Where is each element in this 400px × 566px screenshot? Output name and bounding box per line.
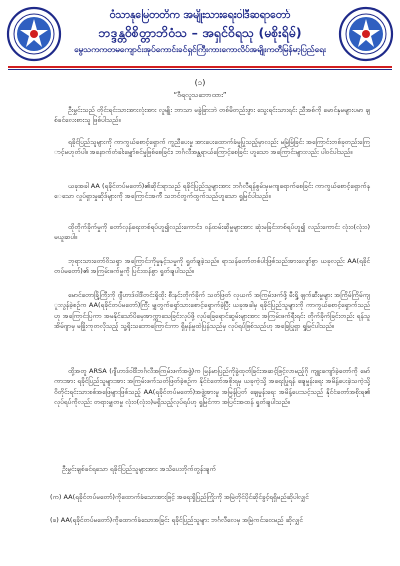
paragraph: ရခိုင်ပြည်သူများကို ကာကွယ်စောင့်ရှောက် ကူညီပေးမှု အားပေးထောက်ခံမှုပြုသည့်မှာလည်း မမြဲမြံခြင်း အကြောင်းတစ်ခုတည်းကြောင့်မဟုတ်ပါ။ အနောက်တံခါးမျှော်စင်မှုဖြစ်စေခြင်း၊ ဘင်္ဂလီအန္တရာယ်ကြောင့်စေခြင်း ဟူသော အကြောင်းများလည်း ပါဝင်ပါသည်။ bbox=[54, 138, 370, 157]
paragraph: မောင်တောခြို့ကြီးကို ဂျီဟာဒ်ဝါဒီတင်းရှိထိုး စီးနင်းတိုက်ခိုက် သတ်ဖြတ် လုယက် အကြမ်းဖက်ဖို့ မီးရှို့ ဖျက်ဆီးမှုများ အကြိမ်ကြိမ်ကျူးလွန်ခဲ့စဉ်က AA(ရခိုင်တပ်မတော်)ကြီး မျှတွက်ရှော်သားစောင့်ရှောက်ခဲ့ပြီး ယခုအခါမှ ရခိုင်ပြည်သူများကို ကာကွယ်စောင့်ရှောက်သည်ဟု အကြောင်းပြကာ အမနိုင်သော်ပိမှေအာက္ကာသေခြင်းလုပ်ဖို့ လုပ်ခြေရောင်ဆွမ်းများအား အကြမ်းဖက်ရီးရင်း တိုက်ခိုက်ခြင်းတည်း ရန်သူအိမ်ဂျာမှ မခြိုးကုတလိုသည့် သူ့ရိုးသဘောကြောင်းကာ ရှိမှန်မှုထဲပြန်သည်မှ လုပ်ရပ်ဖြစ်သည်ဟု အခြေပြုရှာ ရှုမြင်ပါသည်။ bbox=[54, 291, 370, 330]
paragraph: ထိုတိုက်ခိုက်မှုကို တော်လှန်ရေးတစ်ရပ်ဟူ၍လည်းကောင်း၊ ဝန်ထမ်းဆိုမှုများအား ဆုံးမခြင်းတစ်ရပ်ဟူ၍ လည်းကောင်း လုံးဝ(လုံးဝ) မယူဆပါ။ bbox=[54, 223, 370, 242]
demand-item: (ခ) AA(ရခိုင်တပ်မတော်)ကိုထောက်ခံသောအခြင်း ရခိုင်ပြည်သူများ ဘင်္ဂလီလေမှ အမြဲကင်းဝေးမည် ဆိုလျှင် bbox=[50, 516, 303, 524]
paragraph: ဘုရားသားတော်ဝိသရှာ အကြောင်းကိုမှုနှင့်သမှုကို ရှုတ်ချခဲ့သည်။ ရာသန်တော်တစ်ပါးဖြစ်သည်အားလျော်စွာ ယခုလည်း AA(ရခိုင်တပ်မတော်)၏ အကြမ်းဖက်မှုကို ပြင်းထန်စွာ ရှုတ်ချပါသည်။ bbox=[54, 257, 370, 276]
header-divider-red bbox=[8, 66, 392, 68]
demand-item: (က) AA(ရခိုင်တပ်မတော်)ကိုထောက်ခံသောအားဖြင့် အရေးရှိပြည်ကြိုးကို အမြဲတိုင်ပိုင်ဆိုင်ခွင့်ရရှိမည်ဆိုပါလျှင် bbox=[50, 493, 309, 501]
demand-intro: ဦးမွှင်းချစ်ခင်ရသော ရခိုင်ပြည်သူများအား အသိပေးတိုက်တွန်းချက် bbox=[62, 465, 216, 473]
header-divider-blue bbox=[8, 69, 392, 70]
paragraph: ထို့အတူ ARSA (ဂျီဟာဒ်ဝါဒီဘင်္ဂလီအကြမ်းဖက်အဖွဲ့)က မြန်မာပြည်ကိုခွဲထုတ်ခြင်းအဆင့်ဖြင့်လာမည့်ဂို ကျူးကျော်ခဲ့တော်ကို မော်ကားအား ရခိုင်ပြည်သူများအား အကြမ်းဖက်သတ်ဖြတ်ခဲ့စဉ်က နိုင်ငံတော်အစိုးရမှ ယခုကဲ့သို့ အရေးပြုရန် ချေမှုန်းရေး အမိန့်ပေးခဲ့သကဲ့သို့ ဝိတိုင်းရင်းသားစစ်အဖြေများဖြစ်သည့် AA(ရခိုင်တပ်မတော်)အဖွဲ့အားမူ အမြန်ပြတ် ချေမှုန်းရေး အမိန့်ပေးသင့်သည် နိုင်ငံတော်အစိုးရ၏ လုပ်ရပ်ကိုလည်း တရားမျှတမှု လုံးဝ(လုံးဝ)မရှိသည့်လုပ်ရပ်ဟု ရှုမြင်ကာ အပြင်းအထန် ရှုတ်ချပါသည်။ bbox=[54, 367, 370, 406]
document-number: (၁) bbox=[194, 78, 206, 87]
document-subtitle: “ဝီရလူသဘောထား” bbox=[173, 91, 227, 99]
letterhead-title: ဘဒ္ဒန္တဝိစိတ္တာဘိဝံသ – အရှင်ဝိရသု (မစိုးရိမ်) bbox=[98, 25, 302, 40]
paragraph: ယခုအခါ AA (ရခိုင်တပ်မတော်)၏ဆိုင်းရာသည် ရခိုင်ပြည်သူများအား ဘင်္ဂလီရန်စွမ်းမှမကျရောက်စေခြင်း ကာကွယ်စောင့်ရှောက်နေသော လှုပ်ရှားမှုဆိုဒ်များကို အကြောင်းအက်ိ သဘင်တွက်ထွက်သည်ဟူသော ရှုမြင်ပါသည်။ bbox=[54, 182, 370, 201]
letterhead-motto: မွေသကကတမကျောင်းအုပ်ကောင်းခင်ရှင်ကြီးကားကောလိပ်အမျိုးကတီမြန်မာ့ပြည်ရေး bbox=[74, 44, 326, 54]
letterhead-line-1: ဝံသာနုမြေတတိက အမျိုးသားရေးဝါဒီဆရာတော် bbox=[109, 9, 291, 21]
seal-emblem-icon bbox=[338, 6, 394, 62]
seal-emblem-icon bbox=[6, 6, 62, 62]
paragraph: ဦးမွှင်းသည် တိုင်းရင်းသားအားလုံးအား လူမျိုး ဘာသာ မခွဲခြားဘဲ တစ်မိတည်းဖွား သွေးရင်းသားရင်း ညီအစ်ကို မောင်နှမများပမာ ချစ်ခင်လေးစားသူ ဖြစ်ပါသည်။ bbox=[54, 106, 370, 125]
